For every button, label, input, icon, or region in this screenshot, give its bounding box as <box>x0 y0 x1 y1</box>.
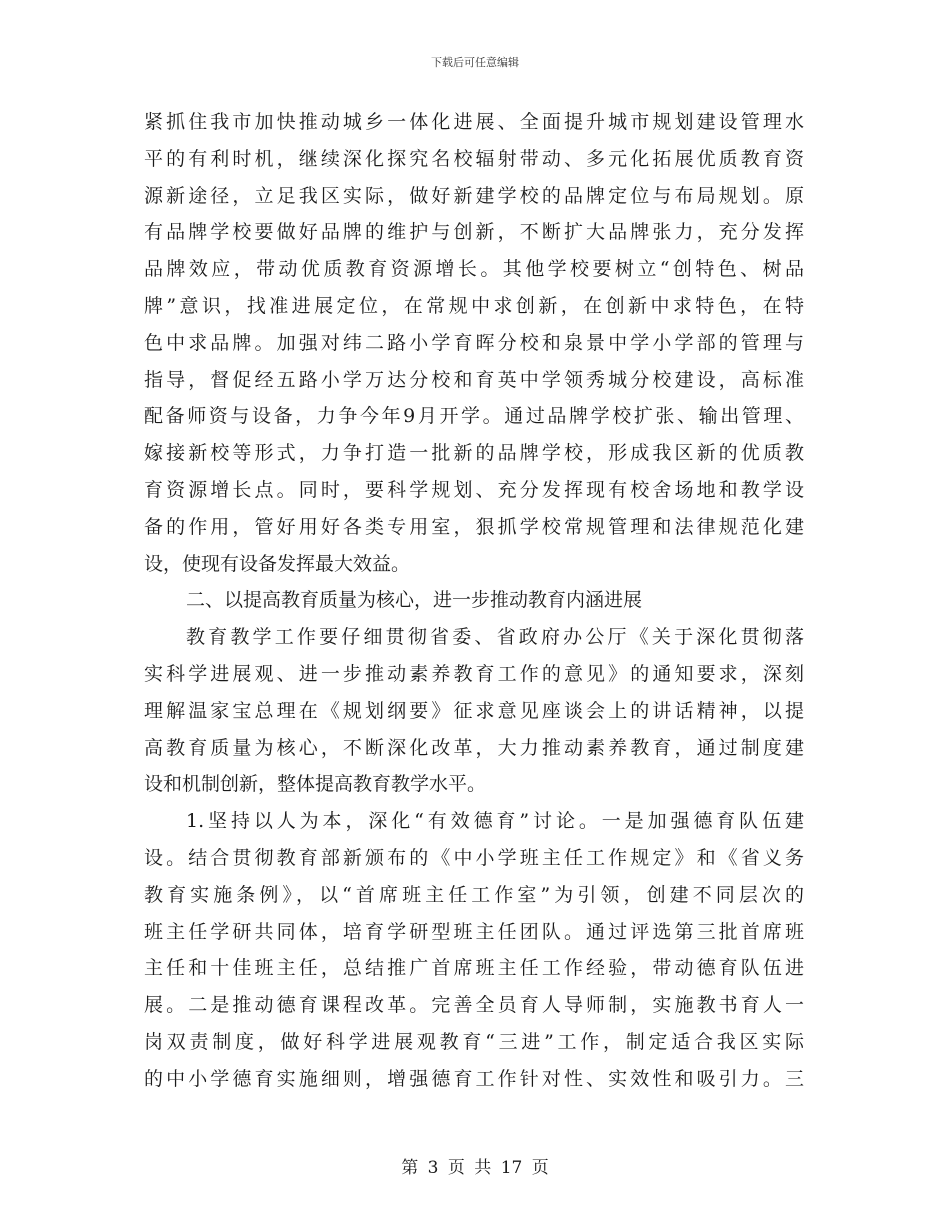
text-line: 的中小学德育实施细则，增强德育工作针对性、实效性和吸引力。三 <box>144 1067 804 1090</box>
text-line: 1.坚持以人为本，深化“有效德育”讨论。一是加强德育队伍建 <box>186 810 804 833</box>
text-line: 设，使现有设备发挥最大效益。 <box>144 552 411 575</box>
heading-line: 二、以提高教育质量为核心，进一步推动教育内涵进展 <box>186 589 643 612</box>
text-line: 设和机制创新，整体提高教育教学水平。 <box>144 773 487 796</box>
paragraph-continuation <box>144 104 804 582</box>
text-line: 嫁接新校等形式，力争打造一批新的品牌学校，形成我区新的优质教 <box>144 442 804 465</box>
text-line: 品牌效应，带动优质教育资源增长。其他学校要树立“创特色、树品 <box>144 258 804 281</box>
paragraph <box>144 619 804 803</box>
text-line: 高教育质量为核心，不断深化改革，大力推动素养教育，通过制度建 <box>144 736 804 759</box>
text-line: 指导，督促经五路小学万达分校和育英中学领秀城分校建设，高标准 <box>144 368 804 391</box>
section-heading <box>144 582 804 619</box>
paragraph <box>144 803 804 1097</box>
text-line: 岗双责制度，做好科学进展观教育“三进”工作，制定适合我区实际 <box>144 1030 804 1053</box>
text-line: 设。结合贯彻教育部新颁布的《中小学班主任工作规定》和《省义务 <box>144 846 804 869</box>
text-line: 牌”意识，找准进展定位，在常规中求创新，在创新中求特色，在特 <box>144 294 804 317</box>
text-line: 理解温家宝总理在《规划纲要》征求意见座谈会上的讲话精神，以提 <box>144 699 804 722</box>
text-line: 配备师资与设备，力争今年9月开学。通过品牌学校扩张、输出管理、 <box>144 405 804 428</box>
text-line: 展。二是推动德育课程改革。完善全员育人导师制，实施教书育人一 <box>144 994 804 1017</box>
text-line: 教育教学工作要仔细贯彻省委、省政府办公厅《关于深化贯彻落 <box>186 626 804 649</box>
text-line: 教育实施条例》，以“首席班主任工作室”为引领，创建不同层次的 <box>144 883 804 906</box>
text-line: 班主任学研共同体，培育学研型班主任团队。通过评选第三批首席班 <box>144 920 804 943</box>
text-line: 备的作用，管好用好各类专用室，狠抓学校常规管理和法律规范化建 <box>144 515 804 538</box>
text-line: 实科学进展观、进一步推动素养教育工作的意见》的通知要求，深刻 <box>144 662 804 685</box>
text-line: 平的有利时机，继续深化探究名校辐射带动、多元化拓展优质教育资 <box>144 147 804 170</box>
page-header: 下载后可任意编辑 <box>431 56 519 69</box>
text-line: 育资源增长点。同时，要科学规划、充分发挥现有校舍场地和教学设 <box>144 478 804 501</box>
page-footer: 第 3 页 共 17 页 <box>401 1158 549 1178</box>
text-line: 有品牌学校要做好品牌的维护与创新，不断扩大品牌张力，充分发挥 <box>144 221 804 244</box>
text-line: 源新途径，立足我区实际，做好新建学校的品牌定位与布局规划。原 <box>144 184 804 207</box>
text-line: 色中求品牌。加强对纬二路小学育晖分校和泉景中学小学部的管理与 <box>144 331 804 354</box>
text-line: 主任和十佳班主任，总结推广首席班主任工作经验，带动德育队伍进 <box>144 957 804 980</box>
document-body <box>144 104 804 1098</box>
text-line: 紧抓住我市加快推动城乡一体化进展、全面提升城市规划建设管理水 <box>144 111 804 133</box>
